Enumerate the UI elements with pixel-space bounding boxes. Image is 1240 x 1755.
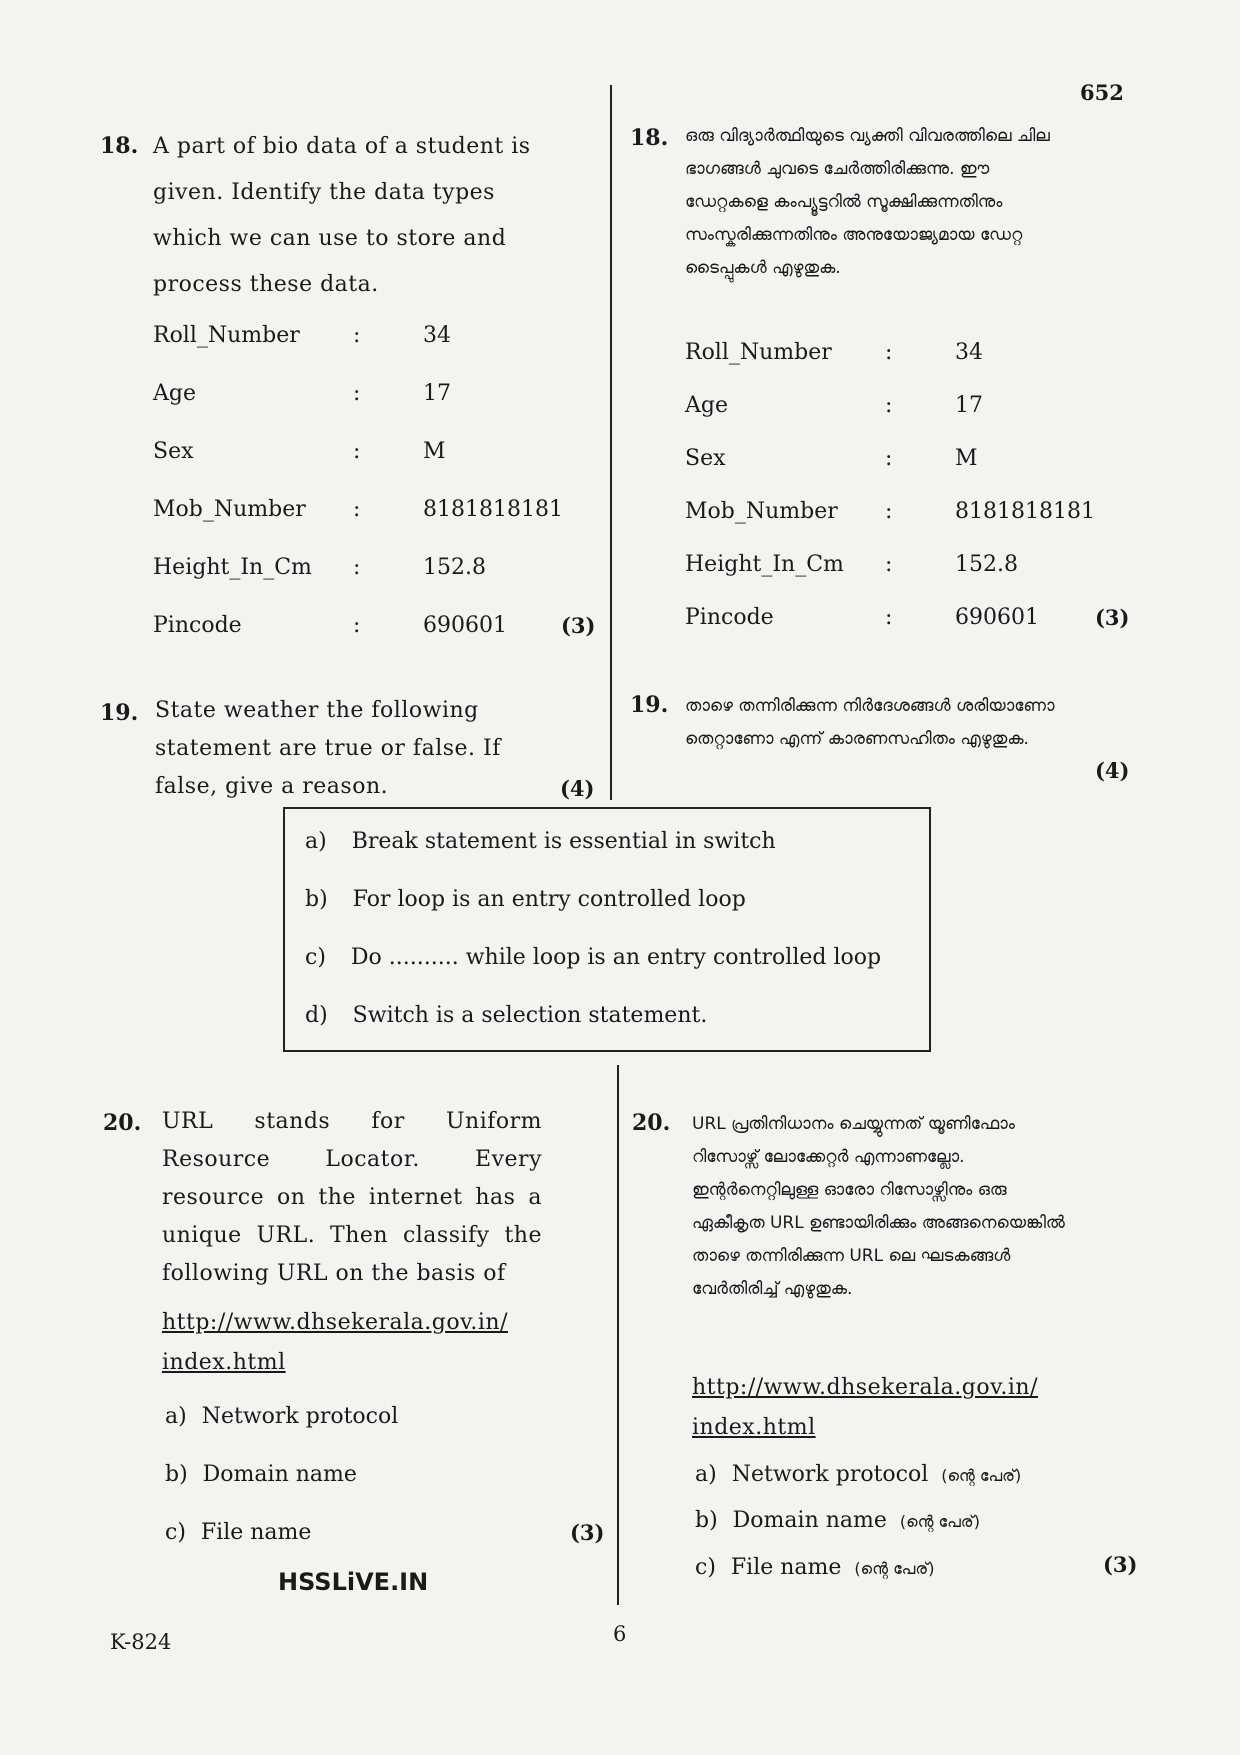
field-label: Roll_Number <box>153 323 300 348</box>
field-sep: : <box>885 340 893 365</box>
q19-text-en: State weather the following statement are true or false. If false, give a reason. <box>155 698 501 799</box>
field-sep: : <box>353 497 361 522</box>
q20-marks-en: (3) <box>570 1520 605 1545</box>
q18-number-en: 18. <box>100 133 139 159</box>
q18-field-row-en <box>153 613 596 671</box>
field-label: Pincode <box>153 613 242 638</box>
field-value: 690601 <box>423 613 507 638</box>
q18-marks-en: (3) <box>561 613 596 638</box>
option-suffix: (ന്റെ പേര്) <box>854 1559 935 1578</box>
field-sep: : <box>353 323 361 348</box>
field-sep: : <box>353 439 361 464</box>
q20-option-c-en <box>165 1520 311 1545</box>
q18-fields-en <box>153 323 596 671</box>
option-text: Network protocol <box>731 1462 929 1487</box>
q18-field-row-ml <box>685 499 1135 552</box>
option-suffix: (ന്റെ പേര്) <box>941 1466 1022 1485</box>
field-sep: : <box>885 393 893 418</box>
option-text: Switch is a selection statement. <box>352 1003 708 1028</box>
q18-field-row-ml <box>685 340 1135 393</box>
field-value: 34 <box>955 340 983 365</box>
q20-option-a-ml <box>695 1462 1021 1487</box>
field-sep: : <box>885 605 893 630</box>
option-text: Break statement is essential in switch <box>351 829 776 854</box>
option-text: File name <box>200 1520 312 1545</box>
q20-text-ml: URL പ്രതിനിധാനം ചെയ്യുന്നത് യൂണിഫോം റിസോഴ്സ് ലോക്കേറ്റർ എന്നാണല്ലോ. ഇന്റർനെറ്റിലുള്ള ഓരോ റിസോഴ്സിനും ഒരു ഏകീകൃത URL ഉണ്ടായിരിക്കും അങ്ങനെയെങ്കിൽ താഴെ തന്നിരിക്കുന്ന URL ലെ ഘടകങ്ങൾ വേർതിരിച്ച് എഴുതുക. <box>692 1114 1065 1299</box>
q18-text-ml: ഒരു വിദ്യാർത്ഥിയുടെ വ്യക്തി വിവരത്തിലെ ചില ഭാഗങ്ങൾ ചുവടെ ചേർത്തിരിക്കുന്നു. ഈ ഡേറ്റകളെ കംപ്യൂട്ടറിൽ സൂക്ഷിക്കുന്നതിനും സംസ്കരിക്കുന്നതിനും അനുയോജ്യമായ ഡേറ്റ ടൈപ്പുകൾ എഴുതുക. <box>685 126 1050 278</box>
field-label: Mob_Number <box>685 499 838 524</box>
site-watermark: HSSLiVE.IN <box>278 1568 429 1596</box>
paper-code: K-824 <box>110 1630 172 1654</box>
q20-number-en: 20. <box>103 1110 142 1136</box>
field-label: Age <box>153 381 196 406</box>
field-value: 34 <box>423 323 451 348</box>
option-key: c) <box>165 1520 186 1545</box>
q20-option-b-en <box>165 1462 357 1487</box>
column-divider-top <box>610 85 612 800</box>
q18-marks-ml: (3) <box>1095 605 1130 630</box>
field-value: 690601 <box>955 605 1039 630</box>
q20-text-en: URL stands for Uniform Resource Locator. Every resource on the internet has a unique URL. Then classify the following URL on the basis of <box>162 1109 542 1286</box>
option-text: Network protocol <box>201 1404 399 1429</box>
option-key: a) <box>305 829 327 854</box>
field-value: 152.8 <box>423 555 486 580</box>
q20-url-line1-en: http://www.dhsekerala.gov.in/ <box>162 1310 508 1335</box>
field-value: M <box>955 446 978 471</box>
q19-option-d <box>305 1003 707 1028</box>
field-sep: : <box>353 555 361 580</box>
q20-option-b-ml <box>695 1508 980 1533</box>
q19-option-c <box>305 945 881 970</box>
q18-field-row-ml <box>685 552 1135 605</box>
footer-page-number: 6 <box>613 1622 627 1646</box>
option-key: d) <box>305 1003 328 1028</box>
q18-field-row-en <box>153 381 593 439</box>
field-label: Height_In_Cm <box>153 555 312 580</box>
q20-url-line1-ml: http://www.dhsekerala.gov.in/ <box>692 1375 1038 1400</box>
q19-option-a <box>305 829 776 854</box>
q18-field-row-en <box>153 497 593 555</box>
q18-number-ml: 18. <box>630 125 669 151</box>
option-key: a) <box>165 1404 187 1429</box>
q19-number-en: 19. <box>100 700 139 726</box>
q19-statements-box <box>283 807 931 1052</box>
field-label: Height_In_Cm <box>685 552 844 577</box>
q18-field-row-en <box>153 439 593 497</box>
q19-text-ml: താഴെ തന്നിരിക്കുന്ന നിർദേശങ്ങൾ ശരിയാണോ തെറ്റാണോ എന്ന് കാരണസഹിതം എഴുതുക. <box>685 696 1055 749</box>
field-label: Pincode <box>685 605 774 630</box>
q18-text-en: A part of bio data of a student is given. Identify the data types which we can use to store and process these data. <box>153 134 531 297</box>
option-key: c) <box>305 945 326 970</box>
q18-field-row-ml <box>685 393 1135 446</box>
field-sep: : <box>885 499 893 524</box>
q18-field-row-en <box>153 555 593 613</box>
field-value: 8181818181 <box>955 499 1095 524</box>
option-text: Domain name <box>732 1508 887 1533</box>
option-key: b) <box>695 1508 718 1533</box>
option-key: b) <box>305 887 328 912</box>
option-text: Do .......... while loop is an entry controlled loop <box>350 945 882 970</box>
field-value: M <box>423 439 446 464</box>
option-text: Domain name <box>202 1462 357 1487</box>
q20-url-line2-en: index.html <box>162 1350 286 1375</box>
field-sep: : <box>353 613 361 638</box>
option-text: For loop is an entry controlled loop <box>352 887 746 912</box>
q18-field-row-en <box>153 323 593 381</box>
q19-marks-ml: (4) <box>1095 758 1130 783</box>
option-text: File name <box>730 1555 842 1580</box>
field-sep: : <box>885 446 893 471</box>
field-value: 17 <box>423 381 451 406</box>
field-label: Roll_Number <box>685 340 832 365</box>
q20-option-a-en <box>165 1404 398 1429</box>
q19-number-ml: 19. <box>630 692 669 718</box>
field-label: Mob_Number <box>153 497 306 522</box>
q19-marks-en: (4) <box>560 776 595 801</box>
q18-fields-ml <box>685 340 1135 658</box>
field-label: Sex <box>153 439 194 464</box>
field-label: Sex <box>685 446 726 471</box>
option-key: a) <box>695 1462 717 1487</box>
field-value: 17 <box>955 393 983 418</box>
q20-number-ml: 20. <box>632 1110 671 1136</box>
q20-url-line2-ml: index.html <box>692 1415 816 1440</box>
option-key: b) <box>165 1462 188 1487</box>
field-value: 8181818181 <box>423 497 563 522</box>
field-sep: : <box>353 381 361 406</box>
option-key: c) <box>695 1555 716 1580</box>
page-number: 652 <box>1080 80 1124 105</box>
field-sep: : <box>885 552 893 577</box>
q18-field-row-ml <box>685 446 1135 499</box>
field-value: 152.8 <box>955 552 1018 577</box>
field-label: Age <box>685 393 728 418</box>
q20-option-c-ml <box>695 1555 934 1580</box>
option-suffix: (ന്റെ പേര്) <box>899 1512 980 1531</box>
q20-marks-ml: (3) <box>1103 1552 1138 1577</box>
q19-option-b <box>305 887 746 912</box>
column-divider-bottom <box>617 1065 619 1605</box>
q18-field-row-ml <box>685 605 1135 658</box>
